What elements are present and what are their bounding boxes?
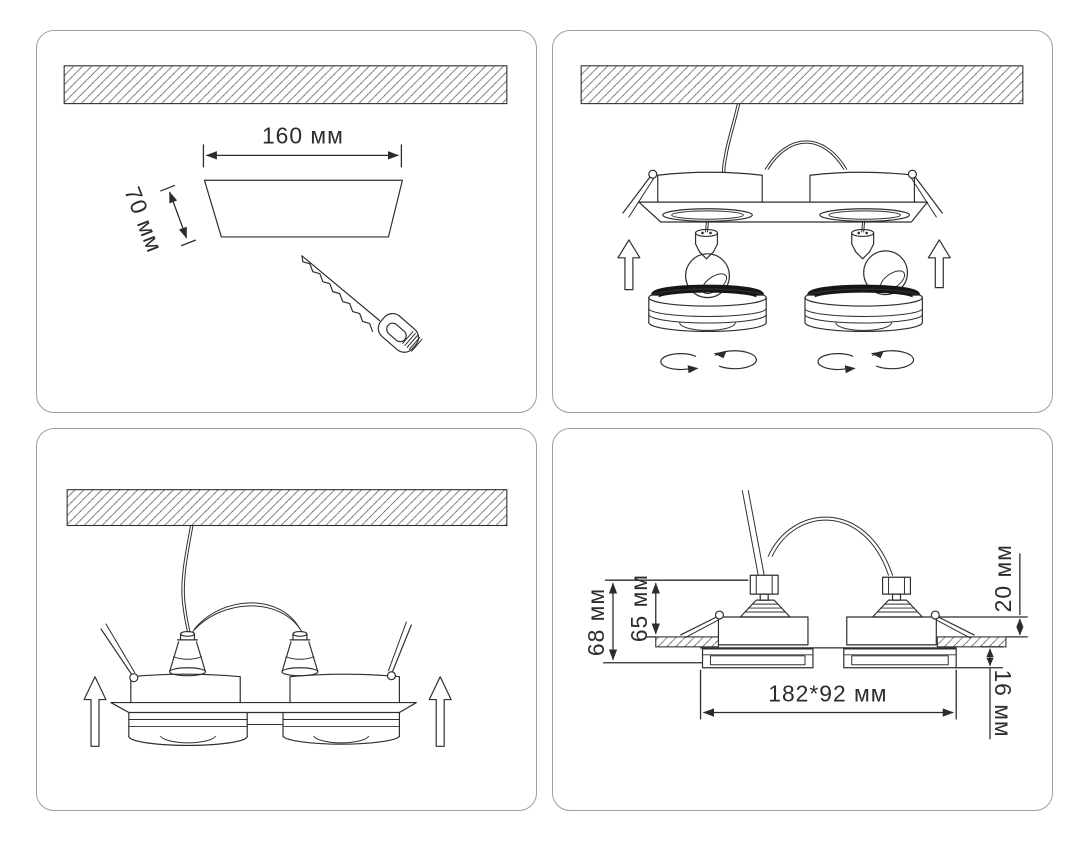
spring-clips [681,611,974,638]
panel-step-3-insert-fixture [36,428,537,811]
up-arrow-icon-left [618,240,640,290]
dim-label-spring-clearance: 20 мм [989,544,1016,613]
panel-step-2-install-lamps-and-trim [552,30,1053,413]
up-arrow-icon-right [928,240,950,288]
lamp-right [852,221,908,295]
ceiling-hatch [64,66,507,104]
ceiling-hatch [67,490,507,526]
ceiling-cutout-hole [204,180,402,237]
fixture-body [111,674,416,724]
panel-step-1-cut-opening [36,30,537,413]
trim-ring-right [283,713,399,745]
dim-label-trim-height: 16 мм [989,669,1016,738]
up-arrow-icon-right [429,677,451,747]
dimension-20mm [939,544,1028,637]
fixture-body [639,172,927,222]
cutout-depth-dimension [119,183,196,256]
lamp-socket-right [282,632,318,676]
dim-label-cutout-depth: 70 мм [119,183,169,257]
saw-icon [302,256,423,357]
ceiling-hatch [656,637,1006,647]
dimension-16mm [956,647,1016,740]
dim-label-cutout-width: 160 мм [261,122,344,149]
twist-rotation-arrows-icon [661,351,914,373]
lamp-left [740,575,790,617]
supply-wire [742,491,892,576]
supply-wire [722,104,846,173]
dimension-cutout-size [701,670,957,720]
lamp-socket-left [170,632,206,676]
up-arrow-icon-left [84,677,106,747]
dimension-65mm [626,574,656,642]
panel-step-4-dimensions [552,428,1053,811]
dim-label-recess-depth: 65 мм [625,573,652,643]
trim-frame [701,648,957,668]
step-1-drawing [37,31,536,412]
step-3-drawing [37,429,536,810]
step-4-drawing [553,429,1052,810]
dimension-68mm [583,580,748,663]
spring-clips [101,622,411,682]
cutout-width-dimension [203,122,401,167]
supply-wire [182,525,302,631]
trim-ring-left [649,289,766,332]
fixture-cans [718,617,936,645]
dim-label-cutout-size: 182*92 мм [768,680,888,707]
dim-label-fixture-height: 68 мм [583,587,610,657]
trim-ring-left [129,713,247,746]
trim-ring-right [805,289,922,332]
lamp-right [873,577,923,617]
step-2-drawing [553,31,1052,412]
ceiling-hatch [581,66,1023,104]
